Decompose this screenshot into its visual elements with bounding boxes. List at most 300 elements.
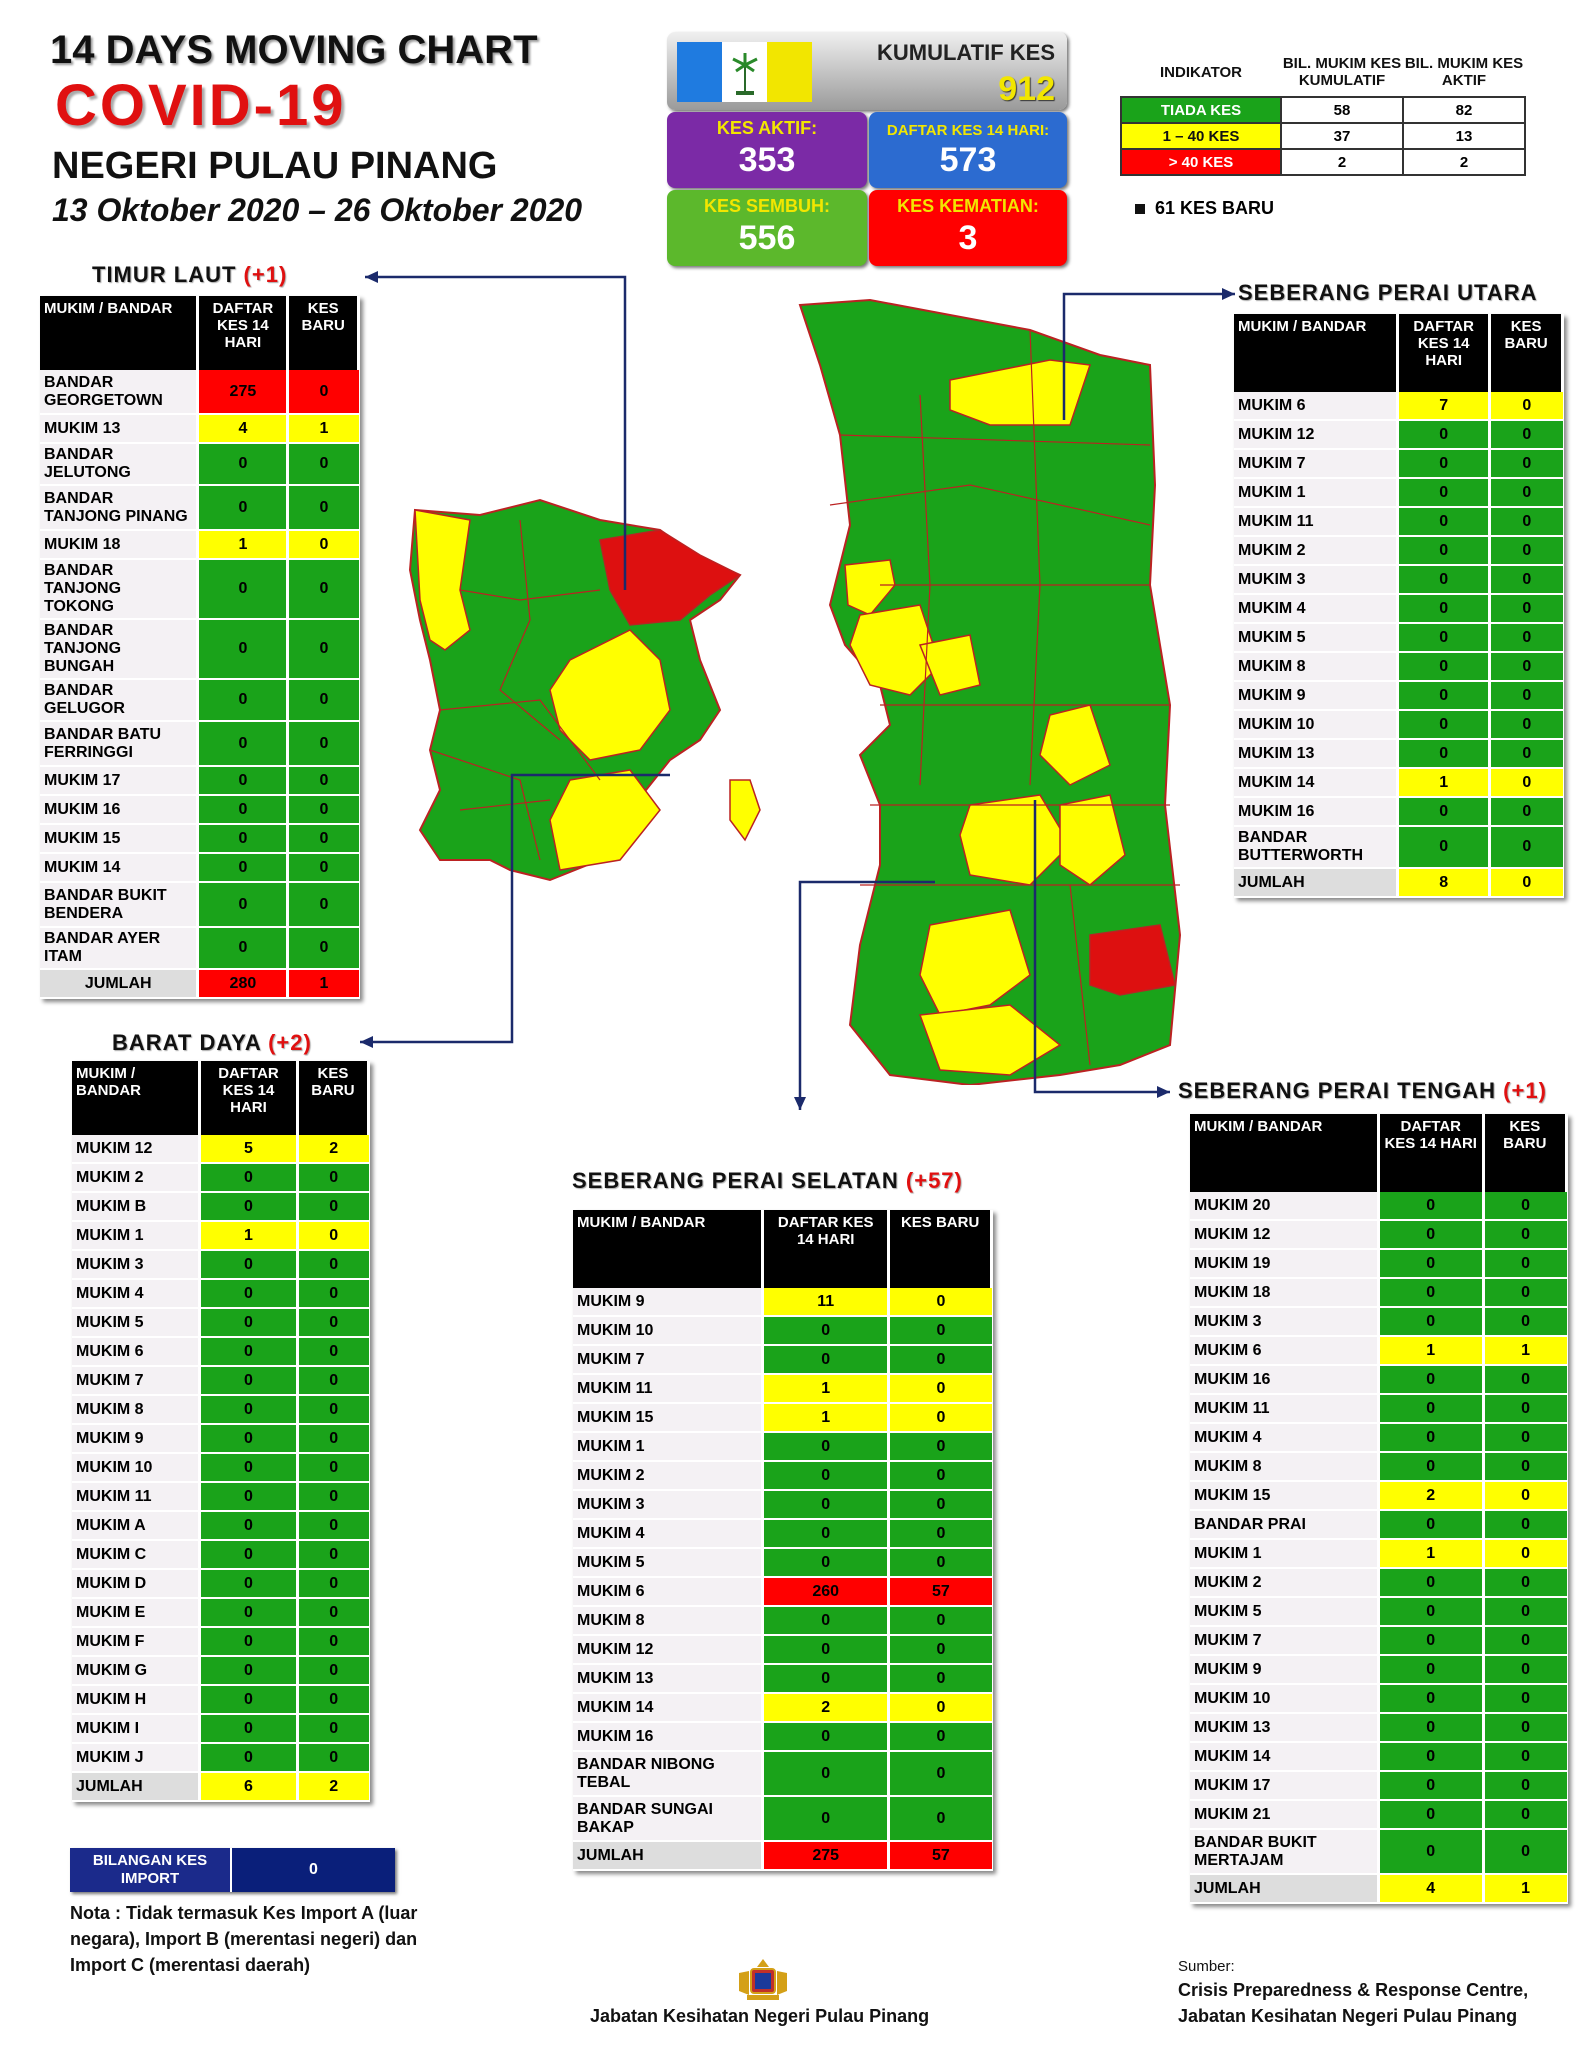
aktif-label: KES AKTIF: xyxy=(716,118,818,138)
area-name: BANDAR BUKIT MERTAJAM xyxy=(1190,1829,1378,1874)
area-name: MUKIM 9 xyxy=(1234,681,1398,710)
date-range: 13 Oktober 2020 – 26 Oktober 2020 xyxy=(52,192,583,228)
area-name: MUKIM 4 xyxy=(573,1519,763,1548)
daftar-14-value: 1 xyxy=(763,1403,889,1432)
area-name: MUKIM D xyxy=(72,1569,200,1598)
kes-baru-value: 1 xyxy=(1483,1336,1566,1365)
kes-baru-value: 0 xyxy=(1490,768,1563,797)
kes-baru-value: 1 xyxy=(288,414,359,443)
area-name: MUKIM 2 xyxy=(1234,536,1398,565)
area-name: MUKIM J xyxy=(72,1743,200,1772)
daftar-14-value: 0 xyxy=(200,1163,298,1192)
kes-baru-value: 0 xyxy=(288,882,359,927)
daftar-14-value: 0 xyxy=(200,1743,298,1772)
chart-heading: 14 DAYS MOVING CHART xyxy=(50,28,538,72)
daftar-14-value: 0 xyxy=(198,853,288,882)
barat-daya-connector xyxy=(360,775,670,1042)
kes-baru-value: 0 xyxy=(297,1685,368,1714)
indicator-value: 58 xyxy=(1281,97,1403,123)
kes-baru-value: 0 xyxy=(889,1796,992,1841)
kes-baru-value: 0 xyxy=(1483,1452,1566,1481)
kes-baru-value: 0 xyxy=(288,559,359,619)
area-name: MUKIM I xyxy=(72,1714,200,1743)
area-name: MUKIM 19 xyxy=(1190,1249,1378,1278)
daftar-14-value: 1 xyxy=(763,1374,889,1403)
kes-baru-value: 0 xyxy=(1490,710,1563,739)
kes-baru-value: 0 xyxy=(1490,868,1563,897)
import-cases-box xyxy=(70,1848,395,1892)
area-name: MUKIM 11 xyxy=(72,1482,200,1511)
daftar-14-value: 0 xyxy=(200,1424,298,1453)
daftar-14-value: 6 xyxy=(200,1772,298,1801)
daftar-14-value: 0 xyxy=(200,1627,298,1656)
area-name: BANDAR GELUGOR xyxy=(40,679,198,721)
daftar-14-value: 0 xyxy=(1378,1220,1483,1249)
indicator-value: 82 xyxy=(1403,97,1525,123)
kes-baru-value: 2 xyxy=(297,1772,368,1801)
kes-baru-value: 0 xyxy=(1483,1481,1566,1510)
area-name: MUKIM 15 xyxy=(1190,1481,1378,1510)
daftar-14-value: 0 xyxy=(1378,1713,1483,1742)
indicator-value: 2 xyxy=(1403,149,1525,175)
area-name: MUKIM 8 xyxy=(573,1606,763,1635)
daftar-14-value: 0 xyxy=(200,1685,298,1714)
daftar-14-value: 0 xyxy=(200,1540,298,1569)
daftar-14-value: 275 xyxy=(763,1841,889,1870)
sps-plus: (+57) xyxy=(905,1168,963,1193)
area-name: MUKIM 9 xyxy=(1190,1655,1378,1684)
barat-daya-title-text: BARAT DAYA xyxy=(112,1030,269,1055)
daftar-14-value: 0 xyxy=(1378,1626,1483,1655)
area-name: MUKIM 6 xyxy=(1234,392,1398,420)
daftar-14-value: 0 xyxy=(763,1316,889,1345)
daftar-14-value: 0 xyxy=(1398,507,1490,536)
kes-baru-value: 0 xyxy=(297,1656,368,1685)
spu-connector xyxy=(1064,294,1235,420)
area-name: MUKIM H xyxy=(72,1685,200,1714)
daftar-14-value: 1 xyxy=(1378,1336,1483,1365)
footer-source-2: Jabatan Kesihatan Negeri Pulau Pinang xyxy=(1178,2006,1518,2026)
daftar-14-value: 0 xyxy=(1378,1249,1483,1278)
kes-baru-value: 0 xyxy=(297,1279,368,1308)
daftar-14-value: 275 xyxy=(198,370,288,414)
kes-baru-value: 0 xyxy=(1483,1626,1566,1655)
kes-baru-value: 0 xyxy=(288,530,359,559)
indicator-header: BIL. MUKIM KES AKTIF xyxy=(1404,55,1524,89)
kes-baru-value: 2 xyxy=(297,1135,368,1163)
kes-baru-value: 0 xyxy=(889,1374,992,1403)
kes-baru-value: 0 xyxy=(1483,1684,1566,1713)
kes-baru-value: 0 xyxy=(1490,392,1563,420)
daftar-14-value: 0 xyxy=(200,1714,298,1743)
page-title: COVID-19 xyxy=(55,73,347,138)
area-name: MUKIM 11 xyxy=(1190,1394,1378,1423)
kes-baru-value: 0 xyxy=(297,1192,368,1221)
kes-baru-value: 0 xyxy=(288,679,359,721)
area-name: MUKIM 9 xyxy=(72,1424,200,1453)
area-name: MUKIM 21 xyxy=(1190,1800,1378,1829)
area-name: MUKIM 12 xyxy=(1190,1220,1378,1249)
daftar-14-value: 2 xyxy=(763,1693,889,1722)
indicator-label: 1 – 40 KES xyxy=(1121,123,1281,149)
kes-baru-value: 0 xyxy=(288,619,359,679)
sps-connector xyxy=(800,882,935,1110)
sembuh-value: 556 xyxy=(738,219,796,257)
kes-baru-value: 0 xyxy=(288,485,359,530)
import-value: 0 xyxy=(230,1848,395,1892)
kes-baru-value: 0 xyxy=(1483,1742,1566,1771)
area-name: MUKIM 6 xyxy=(1190,1336,1378,1365)
kes-baru-value: 0 xyxy=(288,795,359,824)
kes-baru-value: 0 xyxy=(1483,1771,1566,1800)
indicator-label: TIADA KES xyxy=(1121,97,1281,123)
kes-baru-value: 0 xyxy=(889,1693,992,1722)
daftar-14-value: 0 xyxy=(1378,1278,1483,1307)
area-name: MUKIM 11 xyxy=(573,1374,763,1403)
kes-baru-value: 0 xyxy=(288,370,359,414)
kumulatif-label: KUMULATIF KES xyxy=(876,40,1055,65)
daftar-14-value: 4 xyxy=(198,414,288,443)
daftar-14-value: 0 xyxy=(1398,623,1490,652)
area-name: MUKIM 1 xyxy=(72,1221,200,1250)
daftar-14-value: 1 xyxy=(198,530,288,559)
daftar-14-value: 0 xyxy=(1378,1192,1483,1220)
area-name: BANDAR SUNGAI BAKAP xyxy=(573,1796,763,1841)
daftar-14-value: 0 xyxy=(1378,1655,1483,1684)
daftar-14-value: 0 xyxy=(198,824,288,853)
daftar-14-value: 5 xyxy=(200,1135,298,1163)
daftar-14-value: 0 xyxy=(763,1751,889,1796)
kes-baru-value: 0 xyxy=(1490,507,1563,536)
area-name: BANDAR PRAI xyxy=(1190,1510,1378,1539)
daftar-14-value: 0 xyxy=(763,1432,889,1461)
kes-baru-value: 0 xyxy=(1483,1655,1566,1684)
indicator-header: BIL. MUKIM KES KUMULATIF xyxy=(1282,55,1402,89)
kes-baru-value: 0 xyxy=(288,443,359,485)
kes-baru-value: 0 xyxy=(889,1345,992,1374)
kes-baru-value: 0 xyxy=(1483,1829,1566,1874)
daftar-14-value: 0 xyxy=(1378,1771,1483,1800)
area-name: MUKIM 17 xyxy=(1190,1771,1378,1800)
column-header: MUKIM / BANDAR xyxy=(573,1210,763,1288)
daftar-14-value: 0 xyxy=(1378,1510,1483,1539)
daftar-14-value: 0 xyxy=(198,766,288,795)
column-header: DAFTAR KES 14 HARI xyxy=(198,296,288,370)
area-name: BANDAR BATU FERRINGGI xyxy=(40,721,198,766)
daftar-14-value: 0 xyxy=(1398,826,1490,868)
kes-baru-value: 0 xyxy=(1483,1220,1566,1249)
daftar-14-value: 0 xyxy=(1398,652,1490,681)
daftar-14-value: 0 xyxy=(1398,739,1490,768)
daftar-14-value: 0 xyxy=(200,1250,298,1279)
kes-baru-value: 0 xyxy=(1483,1365,1566,1394)
daftar-14-value: 0 xyxy=(1378,1684,1483,1713)
area-name: MUKIM 8 xyxy=(1234,652,1398,681)
kematian-label: KES KEMATIAN: xyxy=(897,196,1039,216)
kes-baru-value: 0 xyxy=(889,1606,992,1635)
daftar-14-value: 0 xyxy=(1378,1742,1483,1771)
daftar-14-value: 0 xyxy=(1378,1452,1483,1481)
area-name: MUKIM 10 xyxy=(1190,1684,1378,1713)
column-header: DAFTAR KES 14 HARI xyxy=(763,1210,889,1288)
spt-plus: (+1) xyxy=(1503,1078,1547,1103)
area-name: MUKIM A xyxy=(72,1511,200,1540)
daftar-14-value: 1 xyxy=(1378,1539,1483,1568)
area-name: MUKIM 1 xyxy=(573,1432,763,1461)
area-name: BANDAR JELUTONG xyxy=(40,443,198,485)
aktif-value: 353 xyxy=(738,141,796,179)
area-name: MUKIM 5 xyxy=(72,1308,200,1337)
area-name: MUKIM 5 xyxy=(1234,623,1398,652)
kes-baru-value: 0 xyxy=(889,1751,992,1796)
area-name: MUKIM 2 xyxy=(72,1163,200,1192)
new-cases-text: 61 KES BARU xyxy=(1155,198,1275,218)
daftar-14-value: 0 xyxy=(763,1461,889,1490)
area-name: MUKIM 10 xyxy=(72,1453,200,1482)
kes-baru-value: 0 xyxy=(297,1743,368,1772)
kes-baru-value: 0 xyxy=(889,1490,992,1519)
daftar-14-value: 0 xyxy=(198,927,288,969)
daftar-14-value: 0 xyxy=(1398,710,1490,739)
daftar-14-value: 0 xyxy=(1378,1394,1483,1423)
area-name: MUKIM 1 xyxy=(1190,1539,1378,1568)
column-header: KES BARU xyxy=(288,296,359,370)
area-name: MUKIM 14 xyxy=(40,853,198,882)
arrow-icon xyxy=(794,1097,806,1110)
arrow-icon xyxy=(365,271,378,283)
kes-baru-value: 0 xyxy=(1490,739,1563,768)
area-name: BANDAR TANJONG TOKONG xyxy=(40,559,198,619)
kes-baru-value: 0 xyxy=(297,1163,368,1192)
footer-department: Jabatan Kesihatan Negeri Pulau Pinang xyxy=(590,2006,930,2026)
daftar-14-value: 2 xyxy=(1378,1481,1483,1510)
kes-baru-value: 0 xyxy=(1483,1192,1566,1220)
kes-baru-value: 0 xyxy=(288,927,359,969)
kes-baru-value: 0 xyxy=(1490,565,1563,594)
kes-baru-value: 0 xyxy=(889,1461,992,1490)
column-header: DAFTAR KES 14 HARI xyxy=(1378,1114,1483,1192)
area-name: BANDAR BUKIT BENDERA xyxy=(40,882,198,927)
area-name: MUKIM 16 xyxy=(573,1722,763,1751)
kes-baru-value: 0 xyxy=(1483,1423,1566,1452)
area-name: MUKIM 9 xyxy=(573,1288,763,1316)
arrow-icon xyxy=(1157,1086,1170,1098)
arrow-icon xyxy=(1222,288,1235,300)
kes-baru-value: 0 xyxy=(1483,1568,1566,1597)
kematian-value: 3 xyxy=(958,219,978,257)
kes-baru-value: 1 xyxy=(288,969,359,998)
area-name: MUKIM 14 xyxy=(1234,768,1398,797)
area-name: MUKIM 13 xyxy=(573,1664,763,1693)
column-header: DAFTAR KES 14 HARI xyxy=(1398,314,1490,392)
daftar-14-value: 0 xyxy=(200,1482,298,1511)
column-header: DAFTAR KES 14 HARI xyxy=(200,1061,298,1135)
kes-baru-value: 0 xyxy=(297,1221,368,1250)
daftar-14-value: 0 xyxy=(198,721,288,766)
sembuh-label: KES SEMBUH: xyxy=(703,196,830,216)
kes-baru-value: 0 xyxy=(1490,536,1563,565)
daftar-14-value: 0 xyxy=(763,1548,889,1577)
area-name: MUKIM 7 xyxy=(1234,449,1398,478)
kes-baru-value: 0 xyxy=(297,1453,368,1482)
daftar-14-value: 260 xyxy=(763,1577,889,1606)
area-name: MUKIM C xyxy=(72,1540,200,1569)
column-header: MUKIM / BANDAR xyxy=(1234,314,1398,392)
area-name: MUKIM 7 xyxy=(1190,1626,1378,1655)
kes-baru-value: 0 xyxy=(1483,1597,1566,1626)
kes-baru-value: 0 xyxy=(1483,1510,1566,1539)
kes-baru-value: 57 xyxy=(889,1841,992,1870)
kes-baru-value: 0 xyxy=(297,1598,368,1627)
kes-baru-value: 0 xyxy=(297,1250,368,1279)
sps-title-text: SEBERANG PERAI SELATAN xyxy=(572,1168,906,1193)
daftar-14-value: 0 xyxy=(200,1366,298,1395)
indicator-header: INDIKATOR xyxy=(1160,63,1242,81)
kes-baru-value: 0 xyxy=(1483,1307,1566,1336)
daftar-14-value: 280 xyxy=(198,969,288,998)
area-name: MUKIM 18 xyxy=(40,530,198,559)
daftar-14-value: 0 xyxy=(200,1192,298,1221)
kes-baru-value: 1 xyxy=(1483,1874,1566,1903)
area-name: MUKIM 20 xyxy=(1190,1192,1378,1220)
kes-baru-value: 0 xyxy=(1490,797,1563,826)
kes-baru-value: 0 xyxy=(288,721,359,766)
kes-baru-value: 57 xyxy=(889,1577,992,1606)
kes-baru-value: 0 xyxy=(297,1395,368,1424)
daftar-14-value: 0 xyxy=(1378,1307,1483,1336)
area-name: MUKIM 4 xyxy=(72,1279,200,1308)
area-name: MUKIM 13 xyxy=(1190,1713,1378,1742)
spt-title-text: SEBERANG PERAI TENGAH xyxy=(1178,1078,1504,1103)
area-name: MUKIM 15 xyxy=(40,824,198,853)
kes-baru-value: 0 xyxy=(297,1511,368,1540)
kes-baru-value: 0 xyxy=(889,1403,992,1432)
area-name: JUMLAH xyxy=(40,969,198,998)
kes-baru-value: 0 xyxy=(297,1424,368,1453)
daftar-14-value: 0 xyxy=(198,679,288,721)
area-name: BANDAR TANJONG BUNGAH xyxy=(40,619,198,679)
daftar-14-value: 0 xyxy=(200,1656,298,1685)
kes-baru-value: 0 xyxy=(297,1308,368,1337)
kes-baru-value: 0 xyxy=(1490,652,1563,681)
daftar-14-value: 0 xyxy=(1378,1800,1483,1829)
daftar-14-value: 0 xyxy=(763,1490,889,1519)
kes-baru-value: 0 xyxy=(297,1714,368,1743)
import-note: Nota : Tidak termasuk Kes Import A (luar negara), Import B (merentasi negeri) dan Import C (merentasi daerah) xyxy=(70,1903,418,1975)
daftar-14-value: 0 xyxy=(200,1569,298,1598)
area-name: JUMLAH xyxy=(1190,1874,1378,1903)
indicator-value: 13 xyxy=(1403,123,1525,149)
area-name: MUKIM 14 xyxy=(1190,1742,1378,1771)
daftar-14-value: 0 xyxy=(1398,449,1490,478)
kes-baru-value: 0 xyxy=(1490,826,1563,868)
daftar14-label: DAFTAR KES 14 HARI: xyxy=(886,122,1050,139)
area-name: BANDAR TANJONG PINANG xyxy=(40,485,198,530)
daftar-14-value: 0 xyxy=(763,1345,889,1374)
area-name: MUKIM 15 xyxy=(573,1403,763,1432)
area-name: MUKIM 6 xyxy=(573,1577,763,1606)
kes-baru-value: 0 xyxy=(889,1548,992,1577)
kes-baru-value: 0 xyxy=(297,1569,368,1598)
kes-baru-value: 0 xyxy=(1483,1394,1566,1423)
kes-baru-value: 0 xyxy=(1490,594,1563,623)
kes-baru-value: 0 xyxy=(1483,1713,1566,1742)
import-label: BILANGAN KES IMPORT xyxy=(70,1848,230,1892)
daftar-14-value: 0 xyxy=(763,1519,889,1548)
timur-laut-connector xyxy=(365,277,625,590)
daftar-14-value: 0 xyxy=(200,1308,298,1337)
area-name: MUKIM E xyxy=(72,1598,200,1627)
malaysia-coat-of-arms-icon xyxy=(733,1955,793,2003)
area-name: MUKIM 3 xyxy=(1234,565,1398,594)
daftar-14-value: 0 xyxy=(1398,594,1490,623)
area-name: MUKIM 16 xyxy=(1234,797,1398,826)
area-name: MUKIM 13 xyxy=(40,414,198,443)
daftar-14-value: 0 xyxy=(763,1722,889,1751)
daftar-14-value: 0 xyxy=(200,1395,298,1424)
kes-baru-value: 0 xyxy=(297,1540,368,1569)
area-name: MUKIM 17 xyxy=(40,766,198,795)
daftar-14-value: 0 xyxy=(763,1635,889,1664)
daftar-14-value: 0 xyxy=(198,882,288,927)
barat-daya-plus: (+2) xyxy=(268,1030,312,1055)
column-header: KES BARU xyxy=(297,1061,368,1135)
area-name: MUKIM 2 xyxy=(1190,1568,1378,1597)
daftar-14-value: 0 xyxy=(1378,1568,1483,1597)
footer-source-label: Sumber: xyxy=(1178,1958,1235,1975)
area-name: BANDAR AYER ITAM xyxy=(40,927,198,969)
daftar-14-value: 1 xyxy=(1398,768,1490,797)
daftar-14-value: 0 xyxy=(200,1279,298,1308)
column-header: MUKIM / BANDAR xyxy=(72,1061,200,1135)
daftar-14-value: 0 xyxy=(763,1796,889,1841)
daftar-14-value: 11 xyxy=(763,1288,889,1316)
column-header: MUKIM / BANDAR xyxy=(40,296,198,370)
kumulatif-value: 912 xyxy=(998,70,1055,108)
daftar-14-value: 7 xyxy=(1398,392,1490,420)
area-name: MUKIM 1 xyxy=(1234,478,1398,507)
kes-baru-value: 0 xyxy=(1490,623,1563,652)
kes-baru-value: 0 xyxy=(889,1432,992,1461)
area-name: MUKIM 18 xyxy=(1190,1278,1378,1307)
spt-connector xyxy=(1035,800,1170,1092)
indicator-label: > 40 KES xyxy=(1121,149,1281,175)
kes-baru-value: 0 xyxy=(297,1337,368,1366)
daftar-14-value: 0 xyxy=(198,559,288,619)
kes-baru-value: 0 xyxy=(1490,478,1563,507)
daftar-14-value: 0 xyxy=(1378,1365,1483,1394)
daftar-14-value: 0 xyxy=(1398,681,1490,710)
area-name: MUKIM 2 xyxy=(573,1461,763,1490)
kes-baru-value: 0 xyxy=(889,1316,992,1345)
daftar-14-value: 0 xyxy=(200,1598,298,1627)
daftar-14-value: 0 xyxy=(1378,1829,1483,1874)
footer-source-1: Crisis Preparedness & Response Centre, xyxy=(1178,1980,1529,2000)
timur-laut-title-text: TIMUR LAUT xyxy=(92,262,244,287)
kes-baru-value: 0 xyxy=(1490,449,1563,478)
daftar-14-value: 0 xyxy=(763,1664,889,1693)
spu-title-text: SEBERANG PERAI UTARA xyxy=(1238,280,1538,305)
area-name: MUKIM 16 xyxy=(1190,1365,1378,1394)
daftar-14-value: 8 xyxy=(1398,868,1490,897)
kes-baru-value: 0 xyxy=(288,853,359,882)
timur-laut-plus: (+1) xyxy=(243,262,288,287)
column-header: KES BARU xyxy=(1490,314,1563,392)
daftar-14-value: 0 xyxy=(198,485,288,530)
kes-baru-value: 0 xyxy=(297,1366,368,1395)
area-name: MUKIM 12 xyxy=(573,1635,763,1664)
kes-baru-value: 0 xyxy=(288,766,359,795)
